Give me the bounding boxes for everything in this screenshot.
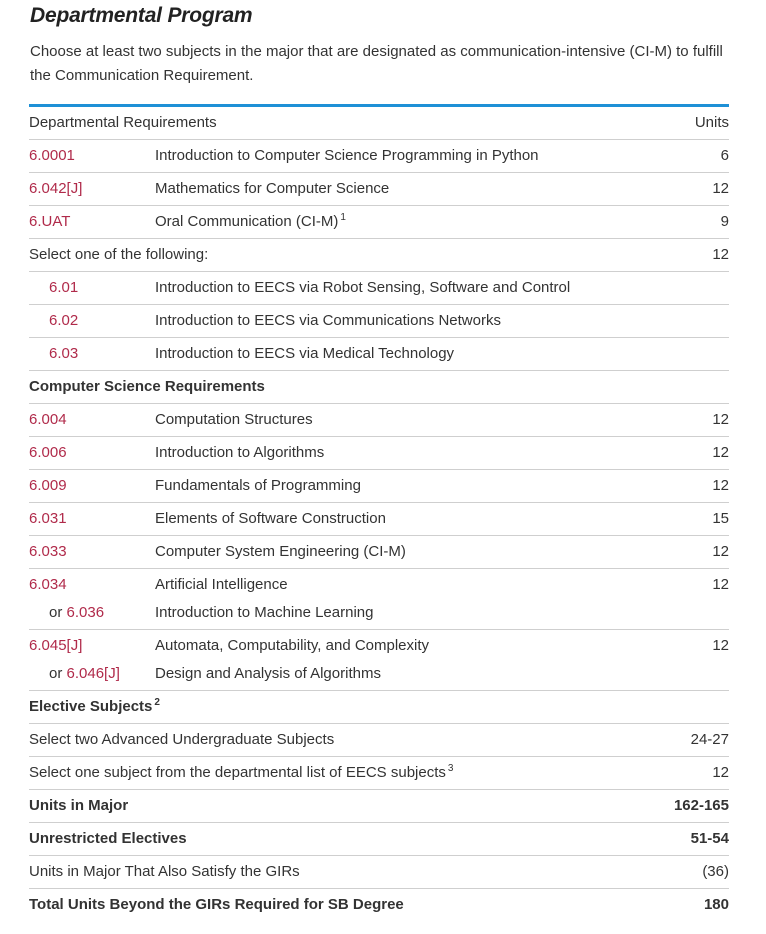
table-row <box>29 173 729 206</box>
table-row <box>29 536 729 569</box>
page-title: Departmental Program <box>30 4 253 27</box>
total-label: Units in Major <box>29 797 129 814</box>
total-units: (36) <box>702 863 729 880</box>
subject-title: Elements of Software Construction <box>155 510 386 527</box>
subject-title <box>155 213 346 230</box>
elective-label-text: Select one subject from the departmental list of EECS subjects <box>29 764 446 781</box>
table-row <box>29 272 729 305</box>
subject-title: Introduction to Computer Science Programming in Python <box>155 147 539 164</box>
subject-title: Design and Analysis of Algorithms <box>155 665 381 682</box>
subject-link[interactable]: 6.02 <box>49 312 79 329</box>
subject-link[interactable]: 6.033 <box>29 543 67 560</box>
table-row <box>29 724 729 757</box>
total-label: Unrestricted Electives <box>29 830 187 847</box>
total-row <box>29 856 729 889</box>
subject-units: 6 <box>720 147 729 164</box>
subject-units: 12 <box>712 576 729 593</box>
alternative-subject <box>49 665 120 682</box>
subject-title-text: Oral Communication (CI-M) <box>155 213 339 230</box>
elective-label: Select two Advanced Undergraduate Subjects <box>29 731 335 748</box>
footnote-link[interactable]: 3 <box>447 763 454 774</box>
subject-link[interactable]: 6.036 <box>66 604 105 621</box>
total-row <box>29 889 729 922</box>
total-row <box>29 790 729 823</box>
or-prefix: or <box>49 604 63 621</box>
subject-units: 12 <box>712 180 729 197</box>
requirements-table <box>29 104 729 922</box>
subject-link[interactable]: 6.046[J] <box>66 665 120 682</box>
table-row <box>29 503 729 536</box>
subject-link[interactable]: 6.042[J] <box>29 180 83 197</box>
subject-units: 12 <box>712 764 729 781</box>
elective-heading-text: Elective Subjects <box>29 698 153 715</box>
alternative-subject <box>49 604 104 621</box>
subject-link[interactable]: 6.009 <box>29 477 67 494</box>
subject-link[interactable]: 6.006 <box>29 444 67 461</box>
subject-units: 12 <box>712 411 729 428</box>
subject-link[interactable]: 6.01 <box>49 279 79 296</box>
section-heading-departmental: Departmental Requirements <box>29 114 217 131</box>
subject-link[interactable]: 6.03 <box>49 345 79 362</box>
units-column-header: Units <box>694 114 729 131</box>
subject-title: Computer System Engineering (CI-M) <box>155 543 406 560</box>
total-units: 180 <box>703 896 729 913</box>
total-label: Total Units Beyond the GIRs Required for SB Degree <box>29 896 404 913</box>
subject-title: Introduction to Machine Learning <box>155 604 374 621</box>
table-row <box>29 569 729 630</box>
table-row <box>29 757 729 790</box>
total-row <box>29 823 729 856</box>
footnote-link[interactable]: 1 <box>340 212 346 223</box>
table-row <box>29 691 729 724</box>
subject-title: Introduction to EECS via Communications Networks <box>155 312 501 329</box>
subject-units: 12 <box>712 246 729 263</box>
footnote-link[interactable]: 2 <box>154 697 160 708</box>
intro-text: Choose at least two subjects in the major that are designated as communication-intensive (CI-M) to fulfill the Communication Requirement. <box>30 43 723 84</box>
subject-title: Introduction to Algorithms <box>155 444 325 461</box>
table-row <box>29 206 729 239</box>
section-heading-electives <box>29 698 160 715</box>
subject-units: 9 <box>720 213 729 230</box>
total-units: 162-165 <box>673 797 729 814</box>
table-row <box>29 404 729 437</box>
table-row <box>29 371 729 404</box>
subject-link[interactable]: 6.004 <box>29 411 67 428</box>
subject-units: 15 <box>712 510 729 527</box>
subject-units: 12 <box>712 444 729 461</box>
subject-units: 12 <box>712 477 729 494</box>
total-units: 51-54 <box>690 830 729 847</box>
table-row <box>29 239 729 272</box>
subject-link[interactable]: 6.045[J] <box>29 637 83 654</box>
section-heading-cs: Computer Science Requirements <box>29 378 265 395</box>
subject-title: Introduction to EECS via Medical Technology <box>155 345 455 362</box>
subject-units: 12 <box>712 637 729 654</box>
subject-title: Computation Structures <box>155 411 313 428</box>
subject-title: Automata, Computability, and Complexity <box>155 637 430 654</box>
subject-units: 12 <box>712 543 729 560</box>
subject-link[interactable]: 6.034 <box>29 576 67 593</box>
table-row <box>29 630 729 691</box>
subject-title: Mathematics for Computer Science <box>155 180 390 197</box>
table-header-row <box>29 107 729 140</box>
subject-title: Artificial Intelligence <box>155 576 288 593</box>
elective-label <box>29 764 453 781</box>
subject-units: 24-27 <box>690 731 729 748</box>
table-row <box>29 305 729 338</box>
table-row <box>29 437 729 470</box>
table-row <box>29 140 729 173</box>
table-row <box>29 338 729 371</box>
subject-link[interactable]: 6.031 <box>29 510 67 527</box>
total-label: Units in Major That Also Satisfy the GIRs <box>29 863 300 880</box>
subject-link[interactable]: 6.UAT <box>29 213 71 230</box>
subject-title: Introduction to EECS via Robot Sensing, Software and Control <box>155 279 571 296</box>
or-prefix: or <box>49 665 63 682</box>
subject-link[interactable]: 6.0001 <box>29 147 75 164</box>
select-one-label: Select one of the following: <box>29 246 209 263</box>
table-row <box>29 470 729 503</box>
subject-title: Fundamentals of Programming <box>155 477 361 494</box>
